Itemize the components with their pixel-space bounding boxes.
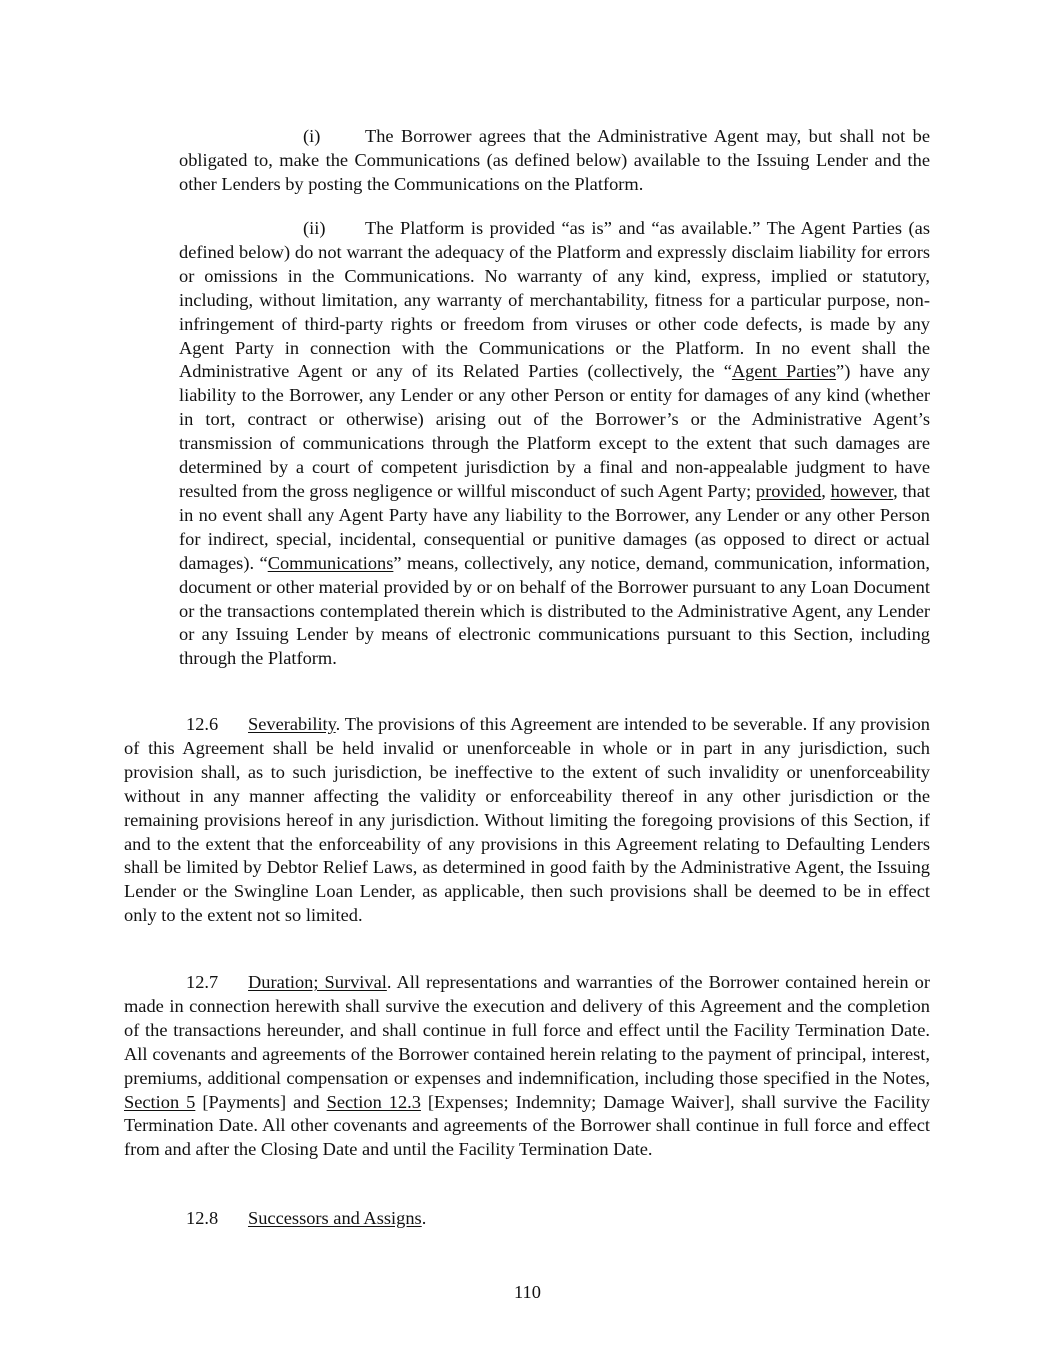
cross-reference-section-12-3: Section 12.3 [326, 1091, 421, 1112]
section-heading-successors-and-assigns: Successors and Assigns [248, 1208, 422, 1228]
paragraph-ii-text-5: ” means, collectively, any notice, demand, communication, information, document or other material provided by or on behalf of the Borrower pursuant to any Loan Document or the transactions contemplated therein which is distributed to the Administrative Agent, any Lender or any Issuing Lender by means of electronic communications pursuant to this Section, including through the Platform. [179, 552, 931, 669]
section-12-7 [124, 971, 930, 1162]
section-number-12-8: 12.8 [186, 1208, 219, 1228]
section-12-6-text: . The provisions of this Agreement are intended to be severable. If any provision of this Agreement shall be held invalid or unenforceable in whole or in part in any jurisdiction, such provision shall, as to such jurisdiction, be ineffective to the extent of such invalidity or unenforceability without in any manner affecting the validity or enforceability thereof in any other jurisdiction or the remaining provisions hereof in any jurisdiction. Without limiting the foregoing provisions of this Section, if and to the extent that the enforceability of any provisions in this Agreement relating to Defaulting Lenders shall be limited by Debtor Relief Laws, as determined in good faith by the Administrative Agent, the Issuing Lender or the Swingline Loan Lender, as applicable, then such provisions shall be deemed to be in effect only to the extent not so limited. [124, 714, 930, 926]
section-number-12-7: 12.7 [186, 972, 219, 992]
paragraph-ii-text-3: , [821, 480, 831, 501]
section-12-7-text-1: . All representations and warranties of the Borrower contained herein or made in connection herewith shall survive the execution and delivery of this Agreement and the completion of the transactions hereunder, and shall continue in full force and effect until the Facility Termination Date. All covenants and agreements of the Borrower contained herein relating to the payment of principal, interest, premiums, additional compensation or expenses and indemnification, including those specified in the Notes, [124, 972, 930, 1088]
section-number-12-6: 12.6 [186, 714, 219, 734]
paragraph-i [179, 125, 930, 197]
section-12-8-text: . [421, 1208, 427, 1228]
section-heading-severability: Severability [248, 714, 336, 734]
paragraph-ii [179, 217, 930, 671]
paragraph-marker-ii: (ii) [303, 218, 326, 238]
paragraph-ii-text-4: , that in no event shall any Agent Party have any liability to the Borrower, any Lender or any other Person for indirect, special, incidental, consequential or punitive damages (as opposed to direct or actual damages). “ [179, 480, 930, 573]
page-number: 110 [514, 1282, 541, 1302]
term-however: however [830, 480, 894, 501]
paragraph-i-text: The Borrower agrees that the Administrative Agent may, but shall not be obligated to, make the Communications (as defined below) available to the Issuing Lender and the other Lenders by posting the Communications on the Platform. [179, 126, 930, 194]
defined-term-communications: Communications [267, 552, 394, 573]
cross-reference-section-5: Section 5 [124, 1091, 196, 1112]
section-heading-duration-survival: Duration; Survival [248, 972, 387, 992]
section-12-8 [124, 1207, 930, 1231]
section-12-7-text-3: [Expenses; Indemnity; Damage Waiver], shall survive the Facility Termination Date. All other covenants and agreements of the Borrower shall continue in full force and effect from and after the Closing Date and until the Facility Termination Date. [124, 1091, 930, 1160]
paragraph-ii-text-1: The Platform is provided “as is” and “as available.” The Agent Parties (as defined below) do not warrant the adequacy of the Platform and expressly disclaim liability for errors or omissions in the Communications. No warranty of any kind, express, implied or statutory, including, without limitation, any warranty of merchantability, fitness for a particular purpose, non-infringement of third-party rights or freedom from viruses or other code defects, is made by any Agent Party in connection with the Communications or the Platform. In no event shall the Administrative Agent or any of its Related Parties (collectively, the “ [179, 218, 930, 382]
section-12-6 [124, 713, 930, 928]
section-12-7-text-2: [Payments] and [195, 1091, 327, 1112]
paragraph-ii-text-2: ”) have any liability to the Borrower, any Lender or any other Person or entity for damages of any kind (whether in tort, contract or otherwise) arising out of the Borrower’s or the Administrative Agent’s transmission of communications through the Platform except to the extent that such damages are determined by a court of competent jurisdiction by a final and non-appealable judgment to have resulted from the gross negligence or willful misconduct of such Agent Party; [179, 361, 930, 501]
defined-term-agent-parties: Agent Parties [731, 361, 837, 382]
paragraph-marker-i: (i) [303, 126, 321, 146]
term-provided: provided [755, 480, 822, 501]
